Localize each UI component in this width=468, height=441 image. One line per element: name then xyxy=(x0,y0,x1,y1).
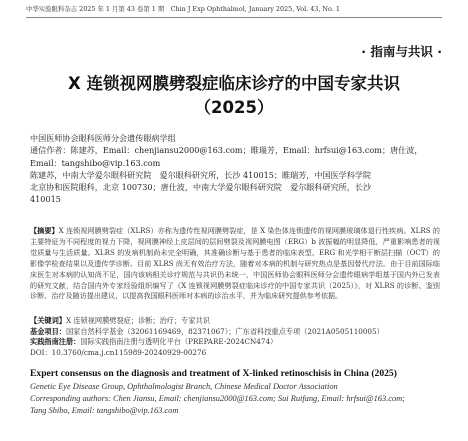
authors-block xyxy=(30,132,442,206)
paper-title xyxy=(26,72,442,120)
keywords-label: 【关键词】 xyxy=(30,316,66,325)
registration-text: 国际实践指南注册与透明化平台（PREPARE-2024CN474） xyxy=(80,337,278,347)
registration-line xyxy=(30,337,440,348)
english-title: Expert consensus on the diagnosis and treatment of X-linked retinoschisis in China (2025) xyxy=(30,368,397,379)
corresponding-authors-2: Email：tangshibo@vip.163.com xyxy=(30,157,161,168)
title-line-1: X 连锁视网膜劈裂症临床诊疗的中国专家共识 xyxy=(68,74,400,93)
paper-meta xyxy=(30,316,440,358)
abstract-text: X 连锁视网膜劈裂症（XLRS）亦称为遗传性视网膜劈裂症，是 X 染色体连锁遗传的视网膜玻璃体退行性疾病。XLRS 的主要特征为不同程度的视力下降，视网膜神经上皮层间的层间劈裂及视网膜电图（ERG）b 波振幅的明显降低，严重影响患者的视觉质量与生活质量。XLRS 的发病机制尚未完全明确，其准确诊断与基于患者的临床表型、ERG 和光学相干断层扫描（OCT）的影像学检查结果以及遗传学诊断。目前 XLRS 尚无有效治疗方法，随着对本病的机制与研究热点是基因替代疗法。由于目前国际临床医生对本病的认知尚不足，国内该病相关诊疗规范与共识仍未统一，中国医师协会眼科医师分会遗传眼病学组基于国内外已发表的研究文献，结合国内外专家经验组织编写了《X 连锁视网膜劈裂症临床诊疗的中国专家共识（2025）》，对 XLRS 的诊断、鉴别诊断、治疗及随访提出建议，以提高我国眼科医师对本病的诊治水平，并为临床研究提供参考依据。 xyxy=(30,226,441,301)
funding-label: 基金项目： xyxy=(30,326,66,336)
affiliation-line-2: 北京协和医院眼科，北京 100730；唐仕波，中南大学爱尔眼科研究院 爱尔眼科研究所，长沙 xyxy=(30,182,372,193)
english-corresponding: Corresponding authors: Chen Jiansu, Email: chenjiansu2000@163.com; Sui Ruifang, Email: hrfsui@163.com; xyxy=(30,394,405,404)
english-group: Genetic Eye Disease Group, Ophthalmologist Branch, Chinese Medical Doctor Association xyxy=(30,382,338,391)
author-group: 中国医师协会眼科医师分会遗传眼病学组 xyxy=(30,133,176,143)
keywords-line xyxy=(30,316,440,327)
column-label: · 指南与共识 · xyxy=(361,44,442,59)
keywords-text: X 连锁视网膜劈裂症；诊断；治疗；专家共识 xyxy=(65,316,210,325)
english-authors xyxy=(30,381,442,417)
funding-line xyxy=(30,327,440,338)
running-head: 中华实验眼科杂志 2025 年 1 月第 43 卷第 1 期 Chin J Exp Ophthalmol, January 2025, Vol. 43, No. 1 xyxy=(26,4,442,18)
affiliation-line-1: 陈建苏，中南大学爱尔眼科研究院 爱尔眼科研究所，长沙 410015；睢瑞芳，中国医学科学院 xyxy=(30,169,372,180)
funding-text: 国家自然科学基金（32061169469，82371067）；广东省科技重点专项（2021A0505110005） xyxy=(65,326,384,336)
title-line-2: （2025） xyxy=(194,98,274,117)
abstract xyxy=(30,226,440,302)
english-corresponding-2: Tang Shibo, Email: tangshibo@vip.163.com xyxy=(30,406,179,416)
doi-line: DOI：10.3760/cma.j.cn115989-20240929-00276 xyxy=(30,347,207,357)
registration-label: 实践指南注册： xyxy=(30,337,81,347)
abstract-label: 【摘要】 xyxy=(30,226,59,235)
affiliation-line-3: 410015 xyxy=(30,194,61,205)
corresponding-authors: 通信作者：陈建苏，Email：chenjiansu2000@163.com；睢瑞芳，Email：hrfsui@163.com；唐仕波， xyxy=(30,145,423,156)
